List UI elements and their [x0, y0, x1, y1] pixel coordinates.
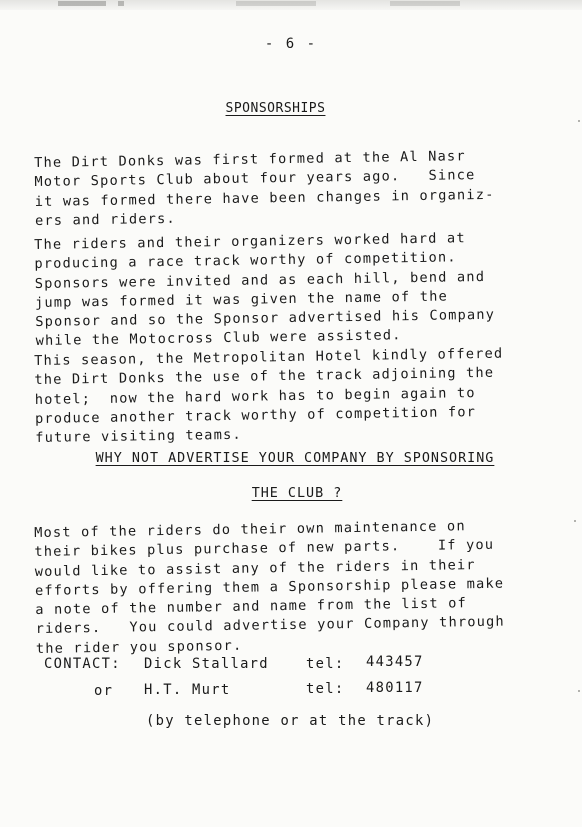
contact-name: H.T. Murt — [144, 682, 231, 698]
contact-phone-number: 480117 — [366, 680, 424, 696]
scan-artifact — [390, 1, 460, 6]
contact-name: Dick Stallard — [144, 656, 269, 672]
cta-heading-text-2: THE CLUB ? — [251, 486, 343, 501]
contact-phone-number: 443457 — [366, 654, 424, 670]
cta-heading-text-1: WHY NOT ADVERTISE YOUR COMPANY BY SPONSORING — [95, 451, 495, 466]
paragraph-track-sponsors: The riders and their organizers worked hard at producing a race track worthy of competition. Sponsors were invited and as each hill, bend and jump was formed it was given the name of the Sponsor and so the Sponsor advertised his Company while the Motocross Club were assisted. — [34, 230, 496, 350]
paragraph-sponsor-riders: Most of the riders do their own maintenance on their bikes plus purchase of new parts. If you would like to assist any of the riders in their efforts by offering them a Sponsorship please make a note of the number and name from the list of riders. You could advertise your Company through the rider you sponsor. — [34, 518, 505, 657]
contact-note: (by telephone or at the track) — [146, 713, 435, 729]
scan-artifact — [236, 1, 316, 6]
page-heading — [0, 101, 551, 116]
cta-heading-line-1 — [0, 451, 582, 466]
cta-heading-line-2 — [0, 486, 582, 501]
contact-label: CONTACT: — [44, 656, 121, 672]
paragraph-club-history: The Dirt Donks was first formed at the Al Nasr Motor Sports Club about four years ago. Since it was formed there have been changes in organiz- ers and riders. — [34, 148, 495, 229]
scan-artifact — [578, 690, 580, 692]
contact-tel-label: tel: — [306, 656, 345, 672]
contact-or-label: or — [94, 683, 114, 699]
scan-artifact — [58, 1, 106, 6]
page-heading-text: SPONSORSHIPS — [225, 101, 326, 116]
scan-artifact — [118, 1, 124, 6]
scan-artifact — [574, 520, 576, 522]
page-number: - 6 - — [264, 36, 318, 52]
paragraph-hotel-track: This season, the Metropolitan Hotel kindly offered the Dirt Donks the use of the track adjoining the hotel; now the hard work has to begin again to produce another track worthy of competition for future visiting teams. — [34, 345, 504, 447]
scan-artifact — [578, 120, 580, 122]
contact-tel-label: tel: — [306, 681, 345, 697]
